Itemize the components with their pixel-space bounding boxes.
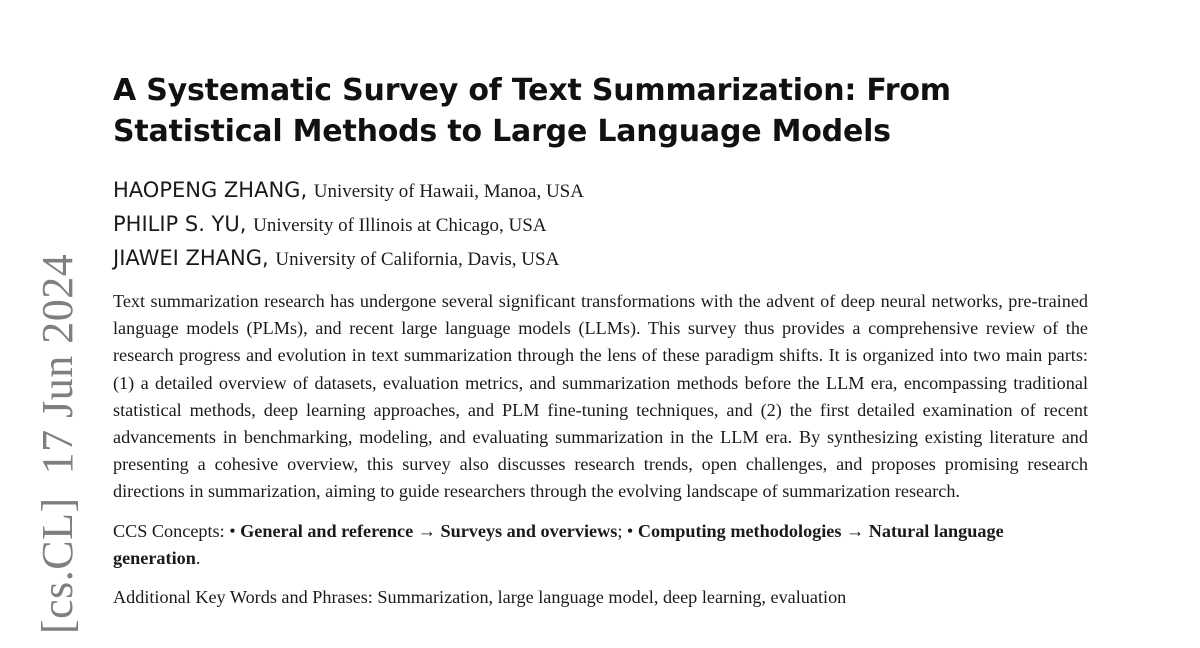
ccs-label: CCS Concepts:: [113, 520, 230, 541]
author-name: HAOPENG ZHANG: [113, 178, 301, 202]
ccs-concepts: [113, 518, 1088, 572]
keywords-line: Additional Key Words and Phrases: Summarization, large language model, deep learning, evaluation: [113, 586, 847, 607]
ccs-separator: ;: [617, 520, 627, 541]
abstract-paragraph: Text summarization research has undergone several significant transformations with the advent of deep neural networks, pre-trained language models (PLMs), and recent large language models (LLMs). This survey thus provides a comprehensive review of the research progress and evolution in text summarization through the lens of these paradigm shifts. It is organized into two main parts: (1) a detailed overview of datasets, evaluation metrics, and summarization methods before the LLM era, encompassing traditional statistical methods, deep learning approaches, and PLM fine-tuning techniques, and (2) the first detailed examination of recent advancements in benchmarking, modeling, and evaluating summarization in the LLM era. By synthesizing existing literature and presenting a cohesive overview, this survey also discusses research trends, open challenges, and proposes promising research directions in summarization, aiming to guide researchers through the evolving landscape of summarization research.: [113, 291, 1088, 502]
author-affiliation: University of California, Davis, USA: [275, 249, 560, 270]
author-list: [113, 174, 1088, 276]
ccs-bullet: •: [229, 520, 241, 541]
paper-title: A Systematic Survey of Text Summarization: From Statistical Methods to Large Language Models: [113, 73, 951, 149]
author-entry: HAOPENG ZHANG, University of Hawaii, Manoa, USA: [113, 178, 584, 202]
ccs-concept: Computing methodologies → Natural language generation: [113, 520, 1004, 568]
author-name: PHILIP S. YU: [113, 212, 240, 236]
author-entry: JIAWEI ZHANG, University of California, Davis, USA: [113, 246, 560, 270]
arxiv-side-stamp: [cs.CL] 17 Jun 2024: [33, 253, 82, 634]
author-affiliation: University of Hawaii, Manoa, USA: [313, 181, 584, 202]
ccs-concept: General and reference → Surveys and overviews: [240, 520, 618, 541]
paper-first-page: [113, 70, 1088, 611]
author-name: JIAWEI ZHANG: [113, 246, 263, 270]
author-affiliation: University of Illinois at Chicago, USA: [253, 215, 547, 236]
ccs-bullet: •: [626, 520, 638, 541]
ccs-end: .: [195, 547, 201, 568]
author-entry: PHILIP S. YU, University of Illinois at Chicago, USA: [113, 212, 547, 236]
